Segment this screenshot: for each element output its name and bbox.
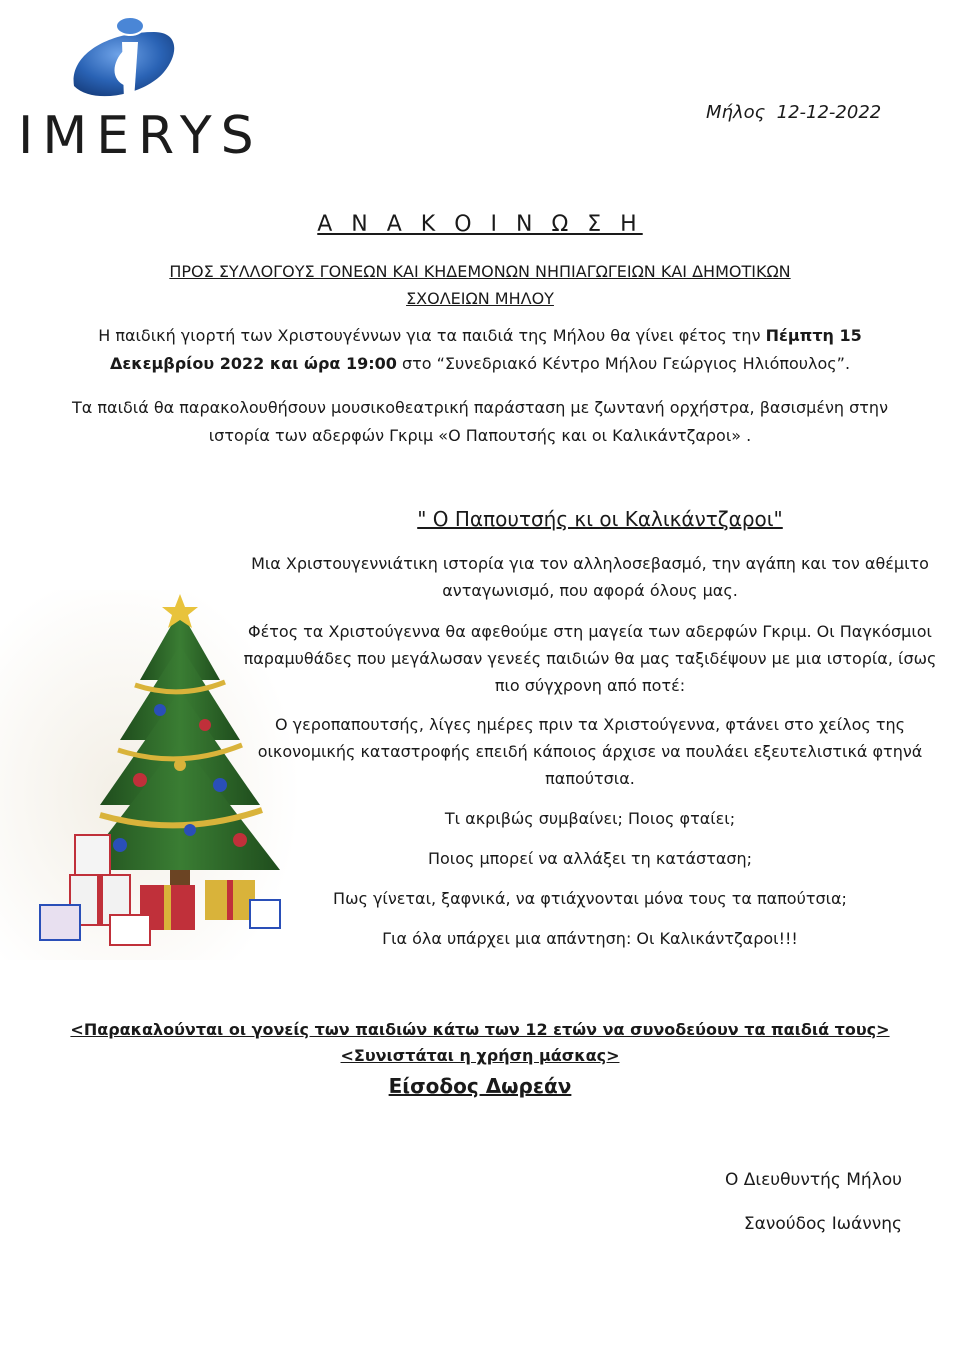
story-paragraph-5: Ποιος μπορεί να αλλάξει τη κατάσταση; xyxy=(427,849,753,868)
recipients-line-2: ΣΧΟΛΕΙΩΝ ΜΗΛΟΥ xyxy=(406,289,554,308)
imerys-logo-icon xyxy=(14,14,254,114)
recipients-line-1: ΠΡΟΣ ΣΥΛΛΟΓΟΥΣ ΓΟΝΕΩΝ ΚΑΙ ΚΗΔΕΜΟΝΩΝ ΝΗΠΙΑΓΩΓΕΙΩΝ ΚΑΙ ΔΗΜΟΤΙΚΩΝ xyxy=(169,262,791,281)
intro-paragraph xyxy=(60,322,900,378)
parents-notice: <Παρακαλούνται οι γονείς των παιδιών κάτω των 12 ετών να συνοδεύουν τα παιδιά τους> xyxy=(70,1020,890,1039)
story-title: " Ο Παπουτσής κι οι Καλικάντζαροι" xyxy=(417,507,783,531)
page-title: Α Ν Α Κ Ο Ι Ν Ω Σ Η xyxy=(317,212,643,237)
signature-role: Ο Διευθυντής Μήλου xyxy=(724,1170,902,1190)
story-paragraph-2: Φέτος τα Χριστούγεννα θα αφεθούμε στη μαγεία των αδερφών Γκριμ. Οι Παγκόσμιοι παραμυθάδες που μεγάλωσαν γενεές παιδιών θα μας ταξιδέψουν με μια ιστορία, ίσως πιο σύγχρονη από ποτέ: xyxy=(243,622,937,695)
intro-text-a: Η παιδική γιορτή των Χριστουγέννων για τα παιδιά της Μήλου θα γίνει φέτος την xyxy=(98,326,766,345)
show-description: Τα παιδιά θα παρακολουθήσουν μουσικοθεατρική παράσταση με ζωντανή ορχήστρα, βασισμένη στην ιστορία των αδερφών Γκριμ «Ο Παπουτσής και οι Καλικάντζαροι» . xyxy=(72,398,888,445)
recipients-heading xyxy=(0,258,960,312)
event-datetime: Πέμπτη 15 Δεκεμβρίου 2022 και ώρα 19:00 xyxy=(109,326,862,373)
story-paragraph-6: Πως γίνεται, ξαφνικά, να φτιάχνονται μόνα τους τα παπούτσια; xyxy=(333,889,847,908)
story-paragraph-1: Μια Χριστουγεννιάτικη ιστορία για τον αλληλοσεβασμό, την αγάπη και τον αθέμιτο ανταγωνισμό, που αφορά όλους μας. xyxy=(251,554,929,600)
signature-name: Σανούδος Ιωάννης xyxy=(743,1214,902,1234)
intro-text-c: στο “Συνεδριακό Κέντρο Μήλου Γεώργιος Ηλιόπουλος”. xyxy=(396,354,851,373)
story-paragraph-4: Τι ακριβώς συμβαίνει; Ποιος φταίει; xyxy=(444,809,736,828)
company-logo xyxy=(14,14,263,166)
story-paragraph-7: Για όλα υπάρχει μια απάντηση: Οι Καλικάντζαροι!!! xyxy=(382,929,798,948)
story-paragraph-3: Ο γεροπαπουτσής, λίγες ημέρες πριν τα Χριστούγεννα, φτάνει στο χείλος της οικονομικής καταστροφής επειδή κάποιος άρχισε να πουλάει εξευτελιστικά φτηνά παπούτσια. xyxy=(257,715,923,788)
document-date: Μήλος 12-12-2022 xyxy=(706,102,882,123)
mask-notice: <Συνιστάται η χρήση μάσκας> xyxy=(340,1046,620,1065)
free-entry: Είσοδος Δωρεάν xyxy=(388,1074,572,1098)
logo-wordmark: IMERYS xyxy=(18,106,263,166)
